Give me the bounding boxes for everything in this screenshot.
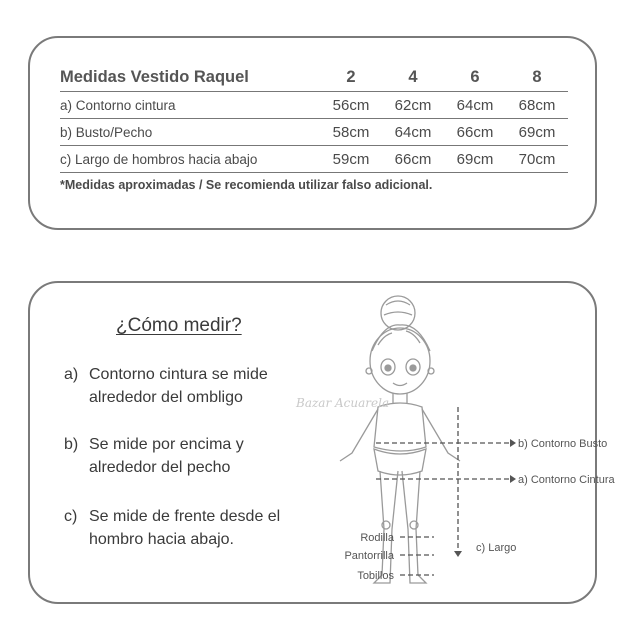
busto-label: b) Contorno Busto: [518, 438, 608, 450]
row-label: c) Largo de hombros hacia abajo: [60, 146, 320, 173]
row-label: a) Contorno cintura: [60, 92, 320, 119]
size-header: 8: [506, 63, 568, 92]
cintura-label: a) Contorno Cintura: [518, 474, 615, 486]
table-cell: 64cm: [444, 92, 506, 119]
table-cell: 70cm: [506, 146, 568, 173]
table-cell: 59cm: [320, 146, 382, 173]
step-marker: c): [64, 508, 78, 525]
largo-label: c) Largo: [476, 542, 517, 554]
pantorrilla-label: Pantorrilla: [344, 550, 394, 562]
table-note: *Medidas aproximadas / Se recomienda utilizar falso adicional.: [60, 178, 433, 192]
size-table: [60, 63, 568, 173]
step-text: Se mide por encima y alrededor del pecho: [89, 436, 244, 476]
size-header: 2: [320, 63, 382, 92]
table-row: [60, 92, 568, 119]
tobillos-label: Tobillos: [357, 570, 394, 582]
left-leg: [374, 471, 398, 583]
busto-arrow-icon: [510, 439, 516, 447]
step-marker: a): [64, 366, 79, 383]
table-row: [60, 146, 568, 173]
table-cell: 68cm: [506, 92, 568, 119]
size-header: 6: [444, 63, 506, 92]
table-header-row: [60, 63, 568, 92]
cintura-arrow-icon: [510, 475, 516, 483]
doll-arms: [340, 409, 460, 461]
how-to-measure-card: [28, 281, 615, 604]
left-pupil: [385, 365, 391, 371]
largo-arrow-icon: [454, 551, 462, 557]
size-header: 4: [382, 63, 444, 92]
howto-title: ¿Cómo medir?: [116, 315, 242, 336]
table-cell: 66cm: [444, 119, 506, 146]
doll-torso: [374, 403, 426, 451]
row-label: b) Busto/Pecho: [60, 119, 320, 146]
table-cell: 69cm: [444, 146, 506, 173]
size-table-card: [28, 36, 597, 230]
table-cell: 69cm: [506, 119, 568, 146]
step-marker: b): [64, 436, 79, 453]
table-cell: 62cm: [382, 92, 444, 119]
doll-underwear: [374, 449, 426, 475]
doll-mouth: [393, 383, 407, 386]
right-leg: [402, 471, 426, 583]
table-cell: 64cm: [382, 119, 444, 146]
bun-detail: [384, 301, 412, 315]
table-title: Medidas Vestido Raquel: [60, 63, 320, 92]
right-pupil: [410, 365, 416, 371]
step-text: Se mide de frente desde el hombro hacia abajo.: [89, 508, 281, 548]
table-cell: 66cm: [382, 146, 444, 173]
table-cell: 58cm: [320, 119, 382, 146]
rodilla-label: Rodilla: [360, 532, 394, 544]
table-row: [60, 119, 568, 146]
doll-measurement-diagram: [296, 289, 615, 601]
watermark: Bazar Acuarela: [296, 396, 390, 410]
table-cell: 56cm: [320, 92, 382, 119]
step-text: Contorno cintura se mide alrededor del ombligo: [89, 366, 268, 406]
